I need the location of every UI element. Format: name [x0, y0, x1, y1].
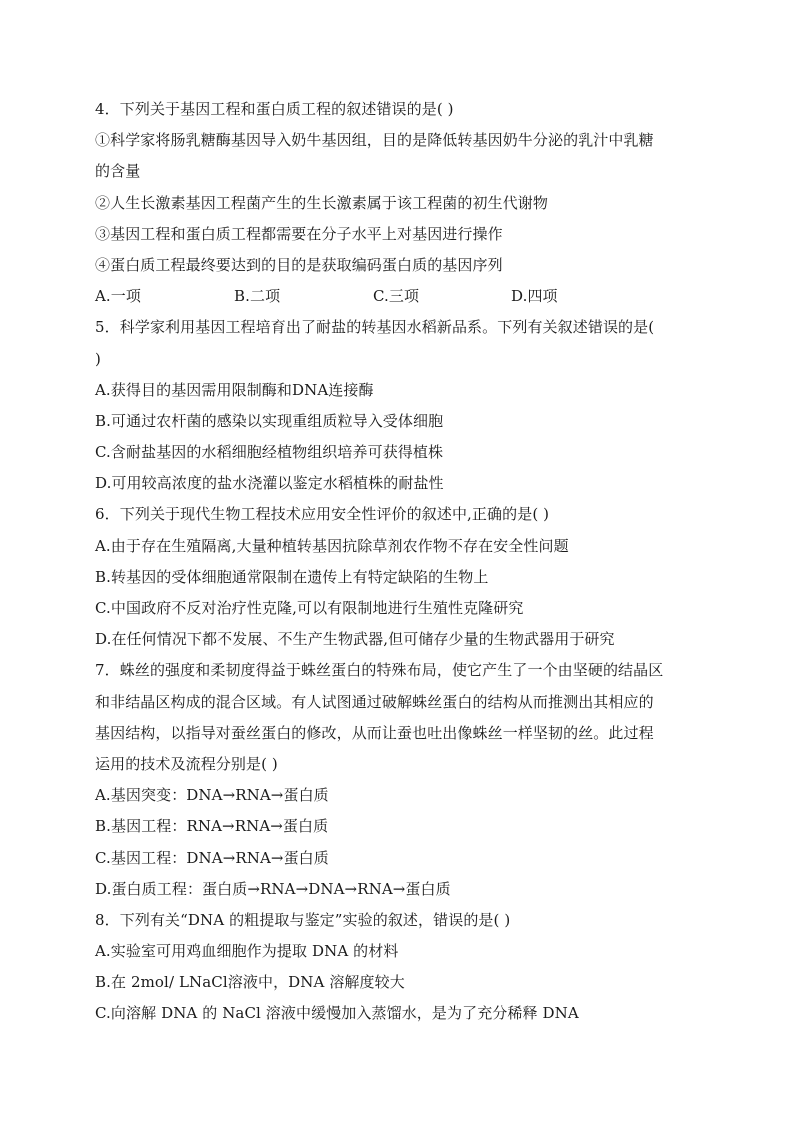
q4-option-d: D.四项: [511, 287, 558, 306]
q4-statement-1: ①科学家将肠乳糖酶基因导入奶牛基因组，目的是降低转基因奶牛分泌的乳汁中乳糖: [95, 131, 654, 150]
q7-stem-3: 基因结构，以指导对蚕丝蛋白的修改，从而让蚕也吐出像蛛丝一样坚韧的丝。此过程: [95, 723, 654, 742]
q6-option-c: C.中国政府不反对治疗性克隆,可以有限制地进行生殖性克隆研究: [95, 599, 524, 617]
q5-option-d: D.可用较高浓度的盐水浇灌以鉴定水稻植株的耐盐性: [95, 474, 444, 493]
q4-statement-1-cont: 的含量: [95, 162, 141, 181]
q4-statement-4: ④蛋白质工程最终要达到的目的是获取编码蛋白质的基因序列: [95, 255, 503, 274]
q5-option-c: C.含耐盐基因的水稻细胞经植物组织培养可获得植株: [95, 443, 444, 462]
q6-option-d: D.在任何情况下都不发展、不生产生物武器,但可储存少量的生物武器用于研究: [95, 630, 615, 649]
q7-stem-4: 运用的技术及流程分别是( ): [95, 754, 278, 773]
q4-option-b: B.二项: [234, 287, 281, 306]
q8-option-b: B.在 2mol/ LNaCl溶液中，DNA 溶解度较大: [95, 973, 405, 992]
q4-option-a: A.一项: [95, 287, 142, 306]
q4-statement-2: ②人生长激素基因工程菌产生的生长激素属于该工程菌的初生代谢物: [95, 193, 549, 212]
q8-stem: 8．下列有关“DNA 的粗提取与鉴定”实验的叙述，错误的是( ): [95, 910, 511, 929]
q4-options: [95, 281, 695, 312]
q6-option-a: A.由于存在生殖隔离,大量种植转基因抗除草剂农作物不存在安全性问题: [95, 536, 569, 555]
q5-stem: 5．科学家利用基因工程培育出了耐盐的转基因水稻新品系。下列有关叙述错误的是(: [95, 318, 655, 337]
q7-stem-1: 7．蛛丝的强度和柔韧度得益于蛛丝蛋白的特殊布局，使它产生了一个由坚硬的结晶区: [95, 661, 664, 680]
question-content: [95, 94, 695, 1030]
q4-statement-3: ③基因工程和蛋白质工程都需要在分子水平上对基因进行操作: [95, 224, 503, 243]
q6-stem: 6．下列关于现代生物工程技术应用安全性评价的叙述中,正确的是( ): [95, 505, 550, 524]
q4-option-c: C.三项: [373, 287, 420, 306]
q7-stem-2: 和非结晶区构成的混合区域。有人试图通过破解蛛丝蛋白的结构从而推测出其相应的: [95, 692, 654, 711]
q5-option-b: B.可通过农杆菌的感染以实现重组质粒导入受体细胞: [95, 411, 444, 430]
q8-option-a: A.实验室可用鸡血细胞作为提取 DNA 的材料: [95, 942, 399, 961]
q7-option-c: C.基因工程：DNA→RNA→蛋白质: [95, 848, 329, 867]
q5-stem-cont: ): [95, 349, 101, 368]
q7-option-a: A.基因突变：DNA→RNA→蛋白质: [95, 786, 329, 805]
q5-option-a: A.获得目的基因需用限制酶和DNA连接酶: [95, 380, 374, 399]
q6-option-b: B.转基因的受体细胞通常限制在遗传上有特定缺陷的生物上: [95, 567, 489, 586]
q8-option-c: C.向溶解 DNA 的 NaCl 溶液中缓慢加入蒸馏水，是为了充分稀释 DNA: [95, 1004, 579, 1023]
q7-option-d: D.蛋白质工程：蛋白质→RNA→DNA→RNA→蛋白质: [95, 879, 451, 898]
q7-option-b: B.基因工程：RNA→RNA→蛋白质: [95, 817, 329, 836]
q4-stem: 4．下列关于基因工程和蛋白质工程的叙述错误的是( ): [95, 100, 454, 118]
